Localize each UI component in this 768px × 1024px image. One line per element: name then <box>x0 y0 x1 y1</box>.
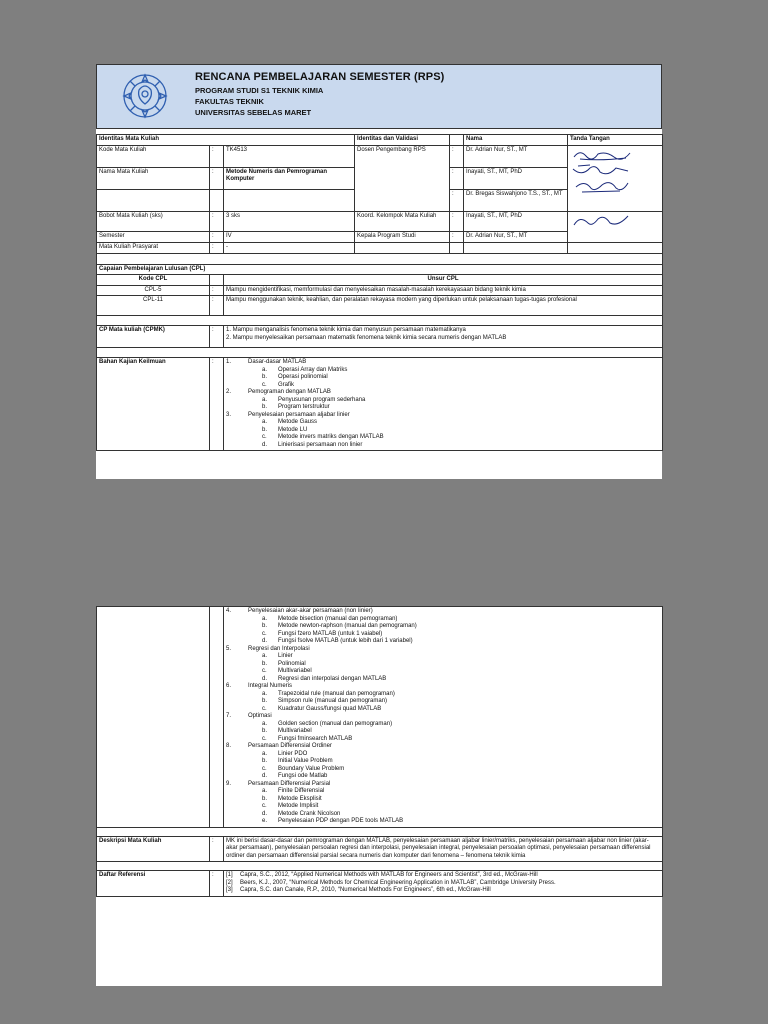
subtopic-text: Finite Differensial <box>278 788 325 794</box>
subtopic-text: Linier PDO <box>278 750 308 757</box>
cpmk-list <box>224 326 663 348</box>
subtopic-item <box>262 758 660 766</box>
subtopic-text: Operasi polinomial <box>278 374 328 380</box>
cpl-code: CPL-11 <box>97 296 210 316</box>
subtopic-item <box>262 818 660 826</box>
topic-number: 6. <box>226 683 232 689</box>
subtopic-item <box>262 661 660 669</box>
referensi-list <box>224 871 663 897</box>
subtopic-text: Kuadratur Gauss/fungsi quad MATLAB <box>278 705 382 712</box>
coordinator-name: Inayati, ST., MT, PhD <box>464 211 568 231</box>
subtopic-item <box>262 382 660 390</box>
subtopic-text: Fungsi ode Matlab <box>278 773 328 779</box>
document-title: RENCANA PEMBELAJARAN SEMESTER (RPS) <box>195 71 445 83</box>
topic-item <box>226 683 660 713</box>
faculty-line: FAKULTAS TEKNIK <box>195 97 264 106</box>
topic-title: Optimasi <box>248 713 272 719</box>
cpl-title: Capaian Pembelajaran Lulusan (CPL) <box>97 264 663 275</box>
topic-title: Regresi dan Interpolasi <box>248 645 310 652</box>
subtopic-item <box>262 419 660 427</box>
subtopic-letter: c. <box>262 630 267 637</box>
subtopic-text: Boundary Value Problem <box>278 765 345 772</box>
document-page-1 <box>96 64 662 479</box>
subtopic-letter: d. <box>262 810 268 817</box>
topic-number: 7. <box>226 713 232 719</box>
subtopic-item <box>262 631 660 639</box>
lecturer-role: Dosen Pengembang RPS <box>355 145 450 211</box>
subtopic-text: Golden section (manual dan pemograman) <box>278 720 393 727</box>
subtopic-text: Initial Value Problem <box>278 758 333 764</box>
reference-item: [3] Capra, S.C. dan Canale, R.P., 2010, “Numerical Methods For Engineers”, 6th ed., McGraw-Hill <box>226 887 491 893</box>
topic-number: 3. <box>226 411 232 418</box>
subtopic-item <box>262 653 660 661</box>
subtopic-text: Metode newton-raphson (manual dan pemograman) <box>278 623 417 629</box>
topic-item <box>226 412 660 450</box>
subtopic-text: Linierisasi persamaan non linier <box>278 441 363 448</box>
subtopic-text: Metode Eksplisit <box>278 795 322 802</box>
subtopic-letter: b. <box>262 426 268 433</box>
subtopic-item <box>262 374 660 382</box>
university-line: UNIVERSITAS SEBELAS MARET <box>195 108 312 117</box>
subtopic-text: Grafik <box>278 381 295 388</box>
subtopic-item <box>262 811 660 819</box>
topic-item <box>226 389 660 412</box>
topic-title: Persamaan Differensial Parsial <box>248 780 331 787</box>
subtopic-item <box>262 434 660 442</box>
course-code-label: Kode Mata Kuliah <box>97 145 210 167</box>
subtopic-letter: b. <box>262 795 268 802</box>
subtopic-letter: b. <box>262 728 268 734</box>
subtopic-text: Trapezoidal rule (manual dan pemograman) <box>278 690 395 697</box>
subtopic-letter: c. <box>262 434 267 440</box>
topic-number: 2. <box>226 389 232 395</box>
subtopic-item <box>262 766 660 774</box>
subtopic-letter: a. <box>262 653 268 659</box>
subtopic-text: Metode invers matriks dengan MATLAB <box>278 434 384 440</box>
subtopic-text: Metode LU <box>278 426 308 433</box>
topic-number: 5. <box>226 645 232 652</box>
university-logo-icon <box>117 70 173 122</box>
subtopic-item <box>262 404 660 412</box>
head-role: Kepala Program Studi <box>355 231 450 242</box>
name-header: Nama <box>464 135 568 146</box>
identity-table: Identitas Mata Kuliah Identitas dan Validasi Nama Tanda Tangan Kode Mata Kuliah : TK4513 Dosen Pengembang RPS : Dr. Adrian Nur, ST., MT Nama Mata Kuliah : Metode Numeris dan Pemrograman Komputer : Inayati, ST., MT, PhD : Dr. Bregas Siswahjono T.S., ST., MT Bobot Mata Kuliah (sks) : 3 sks Koord. Kelompok Mata Kuliah : Inayati, ST., MT, PhD Semester : IV Kepala Program Studi : Dr. Adrian Nur, ST., MT Mata Kuliah Prasyarat : - Capaian Pembelajaran Lulusan (CPL) Kode CPL Unsur CPL CPL-5 : Mampu mengidentifikasi, memformulasi dan menyelesaikan masalah-masalah kerekayasaan bidang teknik kimia CPL-11 : Mampu menggunakan teknik, keahlian, dan peralatan rekayasa modern yang diperlukan untuk pelaksanaan tugas-tugas profesional CP Mata kuliah (CPMK) : 1. Mampu menganalisis fenomena teknik kimia dan menyusun persamaan matematikanya 2. Mampu menyelesaikan persamaan matematik fenomena teknik kimia secara numeris dengan MATLAB Bahan Kajian Keilmuan : 1. Dasar-dasar MATLAB a. Operasi Array dan Matriks b. Operasi polinomial c. Grafik 2. Pemograman dengan MATLAB a. Penyusunan program sederhana b. Program terstruktur 3. Penyelesaian persamaan aljabar linier a. Metode Gauss b. Metode LU c. Metode invers matriks dengan MATLAB d. Linierisasi persamaan non linier <box>96 134 663 451</box>
signature-1-icon <box>570 147 632 163</box>
subtopic-item <box>262 367 660 375</box>
signature-4-icon <box>570 213 632 229</box>
document-page-2 <box>96 606 662 986</box>
topic-item <box>226 743 660 781</box>
subtopic-item <box>262 796 660 804</box>
subtopic-item <box>262 788 660 796</box>
cpl-text: Mampu mengidentifikasi, memformulasi dan menyelesaikan masalah-masalah kerekayasaan bidang teknik kimia <box>224 285 663 296</box>
subtopic-item <box>262 397 660 405</box>
topic-number: 4. <box>226 608 232 614</box>
subtopic-letter: b. <box>262 758 268 764</box>
bahan-list-p2 <box>224 607 663 828</box>
reference-item: [1] Capra, S.C., 2012, “Applied Numerical Methods with MATLAB for Engineers and Scientist”, 3rd ed., McGraw-Hill <box>226 872 538 878</box>
cpmk-label: CP Mata kuliah (CPMK) <box>97 326 210 348</box>
topic-title: Penyelesaian akar-akar persamaan (non linier) <box>248 608 373 614</box>
reference-item: [2] Beers, K.J., 2007, “Numerical Methods for Chemical Engineering Application in MATLAB”, Cambridge University Press. <box>226 879 556 886</box>
cpmk-item: 1. Mampu menganalisis fenomena teknik kimia dan menyusun persamaan matematikanya <box>226 327 466 333</box>
subtopic-item <box>262 427 660 435</box>
lecturer-name-1: Dr. Adrian Nur, ST., MT <box>464 145 568 167</box>
semester-value: IV <box>224 231 355 242</box>
subtopic-item <box>262 773 660 781</box>
subtopic-letter: d. <box>262 638 268 644</box>
course-code: TK4513 <box>224 145 355 167</box>
subtopic-letter: d. <box>262 773 268 779</box>
validation-header: Identitas dan Validasi <box>355 135 450 146</box>
course-name: Metode Numeris dan Pemrograman Komputer <box>224 167 355 189</box>
coordinator-role: Koord. Kelompok Mata Kuliah <box>355 211 450 231</box>
referensi-label: Daftar Referensi <box>97 871 210 897</box>
bahan-list-p1 <box>224 358 663 451</box>
head-name: Dr. Adrian Nur, ST., MT <box>464 231 568 242</box>
subtopic-text: Metode bisection (manual dan pemograman) <box>278 615 398 622</box>
subtopic-item <box>262 668 660 676</box>
signature-cell <box>568 145 663 211</box>
subtopic-letter: d. <box>262 675 268 682</box>
subtopic-item <box>262 442 660 450</box>
subtopic-letter: a. <box>262 690 268 697</box>
subtopic-item <box>262 706 660 714</box>
document-header <box>96 64 662 129</box>
content-table: 4. Penyelesaian akar-akar persamaan (non linier) a. Metode bisection (manual dan pemograman) b. Metode newton-raphson (manual dan pemograman) c. Fungsi fzero MATLAB (untuk 1 vaiabel) d. Fungsi fsolve MATLAB (untuk lebih dari 1 variabel) 5. Regresi dan Interpolasi a. Linier b. Polinomial c. Multivariabel d. Regresi dan interpolasi dengan MATLAB 6. Integral Numeris a. Trapezoidal rule (manual dan pemograman) b. Simpson rule (manual dan pemograman) c. Kuadratur Gauss/fungsi quad MATLAB 7. Optimasi a. Golden section (manual dan pemograman) b. Multivariabel c. Fungsi fminsearch MATLAB 8. Persamaan Differensial Ordiner a. Linier PDO b. Initial Value Problem c. Boundary Value Problem d. Fungsi ode Matlab 9. Persamaan Differensial Parsial a. Finite Differensial b. Metode Eksplisit c. Metode Implisit d. Metode Crank Nicolson e. Penyelesaian PDP dengan PDE tools MATLAB Deskripsi Mata Kuliah : MK ini berisi dasar-dasar dan pemrograman dengan MATLAB, penyelesaian persamaan aljabar linier/matriks, penyelesaian persamaan aljabar non linier (akar-akar persamaan), penyelesaian persoalan regresi dan interpolasi, penyelesaian integral, penyelesaian persoalan optimasi, penyelesaian persamaan differensial ordiner dan persamaan differensial parsial secara numeris dan komputer dari fenomena – fenomena teknik kimia Daftar Referensi : [1] Capra, S.C., 2012, “Applied Numerical Methods with MATLAB for Engineers and Scientist”, 3rd ed., McGraw-Hill [2] Beers, K.J., 2007, “Numerical Methods for Chemical Engineering Application in MATLAB”, Cambridge University Press. [3] Capra, S.C. dan Canale, R.P., 2010, “Numerical Methods For Engineers”, 6th ed., McGraw-Hill <box>96 606 663 897</box>
subtopic-item <box>262 803 660 811</box>
subtopic-text: Penyusunan program sederhana <box>278 396 366 403</box>
subtopic-text: Fungsi fminsearch MATLAB <box>278 735 353 742</box>
subtopic-letter: a. <box>262 419 268 425</box>
subtopic-text: Fungsi fzero MATLAB (untuk 1 vaiabel) <box>278 630 383 637</box>
subtopic-text: Operasi Array dan Matriks <box>278 366 348 373</box>
subtopic-item <box>262 616 660 624</box>
subtopic-item <box>262 736 660 744</box>
subtopic-letter: c. <box>262 668 267 674</box>
signature-header: Tanda Tangan <box>568 135 663 146</box>
topic-item <box>226 646 660 684</box>
subtopic-text: Multivariabel <box>278 728 312 734</box>
topic-title: Integral Numeris <box>248 683 293 689</box>
subtopic-letter: b. <box>262 698 268 704</box>
signature-cell-2 <box>568 211 663 242</box>
credit-label: Bobot Mata Kuliah (sks) <box>97 211 210 231</box>
topic-number: 1. <box>226 359 232 365</box>
subtopic-letter: a. <box>262 396 268 403</box>
subtopic-letter: a. <box>262 366 268 373</box>
subtopic-item <box>262 751 660 759</box>
semester-label: Semester <box>97 231 210 242</box>
identity-header: Identitas Mata Kuliah <box>97 135 355 146</box>
program-line: PROGRAM STUDI S1 TEKNIK KIMIA <box>195 86 324 95</box>
subtopic-letter: e. <box>262 818 268 824</box>
subtopic-letter: c. <box>262 381 267 388</box>
subtopic-item <box>262 676 660 684</box>
topic-item <box>226 781 660 826</box>
topic-item <box>226 713 660 743</box>
topic-title: Persamaan Differensial Ordiner <box>248 743 332 749</box>
subtopic-item <box>262 728 660 736</box>
subtopic-text: Penyelesaian PDP dengan PDE tools MATLAB <box>278 818 404 824</box>
subtopic-text: Linier <box>278 653 293 659</box>
subtopic-letter: c. <box>262 765 267 772</box>
cpl-code-header: Kode CPL <box>97 275 210 286</box>
subtopic-item <box>262 638 660 646</box>
signature-3-icon <box>570 179 632 195</box>
topic-title: Dasar-dasar MATLAB <box>248 359 307 365</box>
subtopic-letter: b. <box>262 660 268 667</box>
cpl-code: CPL-5 <box>97 285 210 296</box>
subtopic-text: Metode Gauss <box>278 419 318 425</box>
cpl-text: Mampu menggunakan teknik, keahlian, dan peralatan rekayasa modern yang diperlukan untuk pelaksanaan tugas-tugas profesional <box>224 296 663 316</box>
subtopic-letter: a. <box>262 615 268 622</box>
topic-item <box>226 359 660 389</box>
subtopic-item <box>262 698 660 706</box>
subtopic-letter: d. <box>262 441 268 448</box>
bahan-label: Bahan Kajian Keilmuan <box>97 358 210 451</box>
subtopic-text: Regresi dan interpolasi dengan MATLAB <box>278 675 387 682</box>
prereq-value: - <box>224 242 355 253</box>
subtopic-letter: a. <box>262 750 268 757</box>
subtopic-letter: c. <box>262 803 267 809</box>
subtopic-letter: a. <box>262 720 268 727</box>
subtopic-text: Metode Crank Nicolson <box>278 810 341 817</box>
lecturer-name-3: Dr. Bregas Siswahjono T.S., ST., MT <box>464 189 568 211</box>
deskripsi-text: MK ini berisi dasar-dasar dan pemrograman dengan MATLAB, penyelesaian persamaan aljabar linier/matriks, penyelesaian persamaan aljabar non linier (akar-akar persamaan), penyelesaian persoalan regresi dan interpolasi, penyelesaian integral, penyelesaian persoalan optimasi, penyelesaian persamaan differensial ordiner dan persamaan differensial parsial secara numeris dan komputer dari fenomena – fenomena teknik kimia <box>224 836 663 862</box>
topic-item <box>226 608 660 646</box>
subtopic-letter: c. <box>262 705 267 712</box>
subtopic-item <box>262 721 660 729</box>
topic-number: 9. <box>226 780 232 787</box>
cpmk-item: 2. Mampu menyelesaikan persamaan matematik fenomena teknik kimia secara numeris dengan MATLAB <box>226 334 507 341</box>
subtopic-letter: b. <box>262 404 268 410</box>
subtopic-letter: b. <box>262 623 268 629</box>
course-name-label: Nama Mata Kuliah <box>97 167 210 189</box>
lecturer-name-2: Inayati, ST., MT, PhD <box>464 167 568 189</box>
subtopic-letter: c. <box>262 735 267 742</box>
subtopic-text: Program terstruktur <box>278 404 330 410</box>
topic-title: Penyelesaian persamaan aljabar linier <box>248 411 350 418</box>
subtopic-letter: a. <box>262 788 268 794</box>
credit-value: 3 sks <box>224 211 355 231</box>
signature-2-icon <box>570 163 632 179</box>
topic-number: 8. <box>226 743 232 749</box>
subtopic-item <box>262 691 660 699</box>
subtopic-text: Polinomial <box>278 660 306 667</box>
subtopic-text: Metode Implisit <box>278 803 319 809</box>
prereq-label: Mata Kuliah Prasyarat <box>97 242 210 253</box>
subtopic-text: Simpson rule (manual dan pemograman) <box>278 698 388 704</box>
subtopic-text: Fungsi fsolve MATLAB (untuk lebih dari 1 variabel) <box>278 638 413 644</box>
cpl-element-header: Unsur CPL <box>224 275 663 286</box>
topic-title: Pemograman dengan MATLAB <box>248 389 331 395</box>
subtopic-letter: b. <box>262 374 268 380</box>
subtopic-text: Multivariabel <box>278 668 312 674</box>
deskripsi-label: Deskripsi Mata Kuliah <box>97 836 210 862</box>
subtopic-item <box>262 623 660 631</box>
